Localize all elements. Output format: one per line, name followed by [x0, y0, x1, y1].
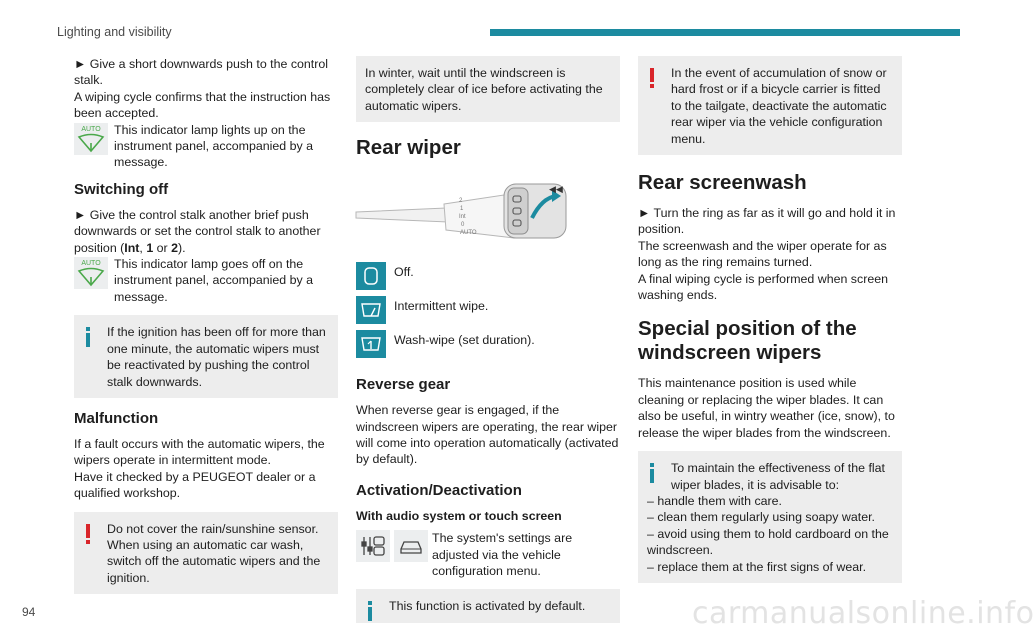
watermark: carmanualsonline.info — [692, 596, 1034, 631]
settings-text: The system's settings are adjusted via the vehicle configuration menu. — [432, 531, 573, 579]
position-wash-wipe — [356, 330, 620, 358]
svg-text:AUTO: AUTO — [81, 260, 101, 268]
switching-off-instruction: ► Give the control stalk another brief push downwards or set the control stalk to another position (Int, 1 or 2). — [74, 207, 321, 255]
vehicle-settings-icon — [394, 530, 428, 562]
info-box-maintenance — [638, 451, 902, 583]
reverse-gear-text: When reverse gear is engaged, if the windscreen wipers are operating, the rear wiper will come into operation automatically (activated by default). — [356, 403, 619, 467]
winter-box-text: In winter, wait until the windscreen is completely clear of ice before activating the automatic wipers. — [365, 66, 603, 113]
warning-icon — [85, 524, 91, 544]
maintenance-tip: – avoid using them to hold cardboard on the windscreen. — [647, 526, 889, 558]
position-intermittent-label: Intermittent wipe. — [394, 299, 489, 314]
rear-wiper-off-icon — [356, 262, 386, 290]
screenwash-instruction: ► Turn the ring as far as it will go and hold it in position. — [638, 206, 896, 237]
info-icon — [85, 327, 91, 347]
maintenance-tip: – handle them with care. — [647, 493, 782, 508]
info-box-default — [356, 589, 620, 622]
position-wash-wipe-label: Wash-wipe (set duration). — [394, 333, 535, 348]
warning-box-text: Do not cover the rain/sunshine sensor. When using an automatic car wash, switch off the automatic wipers and the ignition. — [107, 521, 321, 585]
info-box-reactivation — [74, 315, 338, 398]
stalk-label: Int — [459, 214, 466, 221]
section-title: Lighting and visibility — [57, 25, 172, 39]
maintenance-tip: – replace them at the first signs of wear. — [647, 559, 867, 574]
activation-heading: Activation/Deactivation — [356, 481, 522, 499]
audio-touch-heading: With audio system or touch screen — [356, 508, 562, 523]
malfunction-text: If a fault occurs with the automatic wipers, the wipers operate in intermittent mode. — [74, 436, 325, 468]
winter-box — [356, 56, 620, 122]
auto-lamp-off-block — [74, 256, 338, 305]
screenwash-text-2: The screenwash and the wiper operate for as long as the ring remains turned. — [638, 238, 887, 270]
svg-text:AUTO: AUTO — [81, 125, 101, 133]
special-position-heading: Special position of the windscreen wipers — [638, 317, 857, 365]
warning-icon — [649, 68, 655, 88]
rear-wiper-heading: Rear wiper — [356, 136, 461, 160]
page-number: 94 — [22, 605, 36, 619]
position-off-label: Off. — [394, 265, 414, 280]
warning-box-snow — [638, 56, 902, 155]
warning-box-snow-text: In the event of accumulation of snow or hard frost or if a bicycle carrier is fitted to the tailgate, deactivate the automatic rear wiper via the vehicle configuration menu. — [671, 66, 887, 146]
rear-wash-wipe-icon — [356, 330, 386, 358]
info-icon — [367, 601, 373, 621]
warning-box-sensor — [74, 512, 338, 595]
reverse-gear-heading: Reverse gear — [356, 376, 451, 394]
svg-text:◀◀: ◀◀ — [549, 185, 563, 196]
lamp-off-text: This indicator lamp goes off on the instrument panel, accompanied by a message. — [114, 257, 314, 304]
info-icon — [649, 463, 655, 483]
intro-confirmation: A wiping cycle confirms that the instruction has been accepted. — [74, 89, 331, 121]
special-position-text: This maintenance position is used while cleaning or replacing the wiper blades. It can also be useful, in wintry weather (ice, snow), to release the wiper blades from the windscreen. — [638, 376, 895, 440]
auto-wiper-lamp-icon — [74, 257, 108, 289]
stalk-label: 2 — [459, 198, 463, 205]
wiper-stalk-illustration — [356, 178, 620, 244]
settings-row — [356, 530, 620, 579]
audio-settings-icon — [356, 530, 390, 562]
maintenance-intro: To maintain the effectiveness of the flat wiper blades, it is advisable to: — [671, 461, 885, 492]
intro-instruction: ► Give a short downwards push to the control stalk. — [74, 57, 329, 88]
info-box-default-text: This function is activated by default. — [389, 599, 586, 614]
auto-lamp-on-block — [74, 122, 338, 171]
rear-screenwash-heading: Rear screenwash — [638, 171, 807, 195]
header-accent-bar — [490, 29, 960, 36]
malfunction-text-2: Have it checked by a PEUGEOT dealer or a qualified workshop. — [74, 469, 316, 501]
info-box-text: If the ignition has been off for more than one minute, the automatic wipers must be reactivated by pushing the control stalk downwards. — [107, 325, 326, 389]
position-intermittent — [356, 296, 620, 324]
screenwash-text-3: A final wiping cycle is performed when screen washing ends. — [638, 271, 888, 303]
stalk-label: AUTO — [460, 230, 477, 237]
maintenance-tip: – clean them regularly using soapy water. — [647, 510, 875, 525]
switching-off-heading: Switching off — [74, 180, 169, 198]
malfunction-heading: Malfunction — [74, 409, 159, 427]
column-left — [74, 56, 338, 606]
column-middle — [356, 56, 620, 635]
rear-wiper-intermittent-icon — [356, 296, 386, 324]
column-right — [638, 56, 902, 595]
lamp-on-text: This indicator lamp lights up on the instrument panel, accompanied by a message. — [114, 122, 314, 170]
stalk-label: 1 — [460, 206, 464, 213]
position-off — [356, 262, 620, 290]
stalk-label: 0 — [461, 222, 465, 229]
auto-wiper-lamp-icon — [74, 123, 108, 155]
